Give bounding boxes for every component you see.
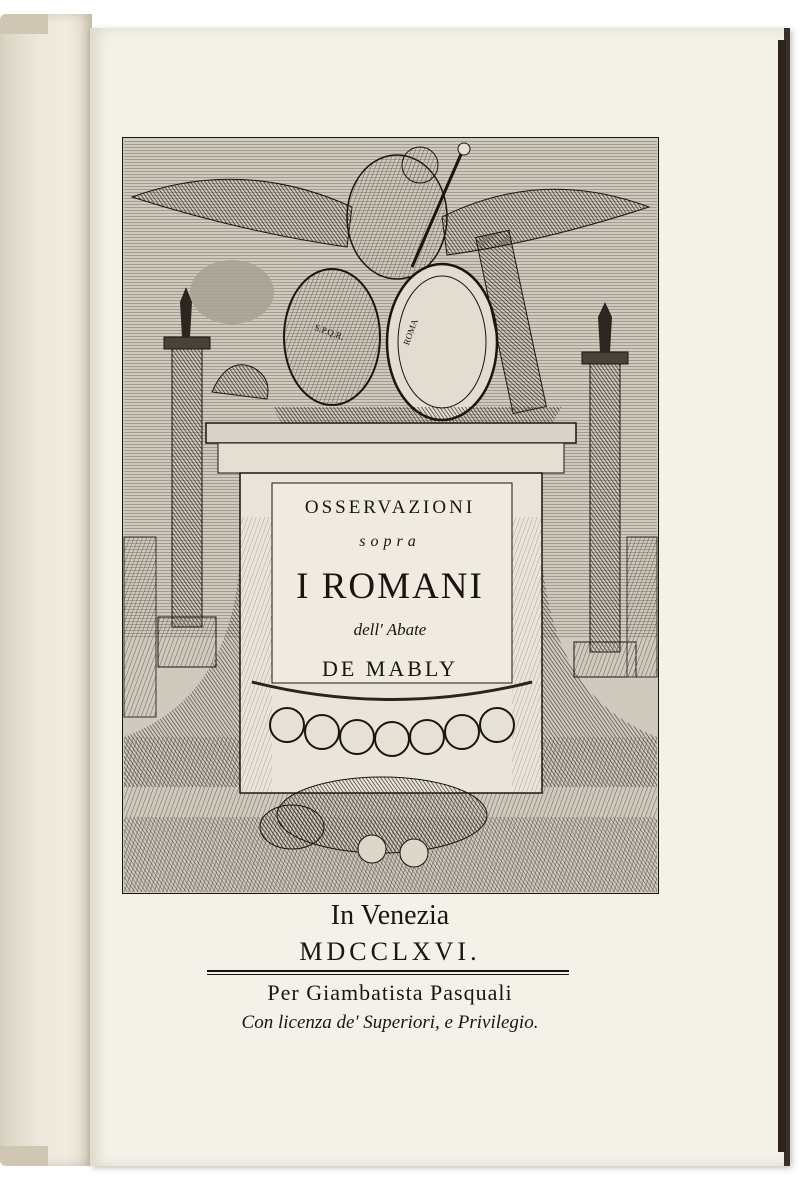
imprint-rule xyxy=(207,970,569,972)
spqr-inscription: S.P.Q.R. xyxy=(313,322,346,342)
title-line-sopra: sopra xyxy=(359,533,421,550)
imprint-city: In Venezia xyxy=(330,900,450,931)
roma-inscription: ROMA xyxy=(401,317,420,347)
title-line-author: DE MABLY xyxy=(321,656,459,681)
imprint-rule-thin xyxy=(207,974,569,975)
title-line-romani: I ROMANI xyxy=(296,566,484,607)
spine-top xyxy=(0,14,48,34)
spine-bottom xyxy=(0,1146,48,1166)
page-edge xyxy=(778,40,786,1152)
imprint-licence: Con licenza de' Superiori, e Privilegio. xyxy=(241,1012,539,1033)
left-page xyxy=(0,14,92,1166)
title-line-abate: dell' Abate xyxy=(353,620,427,639)
title-line-osservazioni: OSSERVAZIONI xyxy=(304,497,476,518)
imprint-year: MDCCLXVI. xyxy=(299,937,481,966)
imprint-printer: Per Giambatista Pasquali xyxy=(267,980,513,1005)
